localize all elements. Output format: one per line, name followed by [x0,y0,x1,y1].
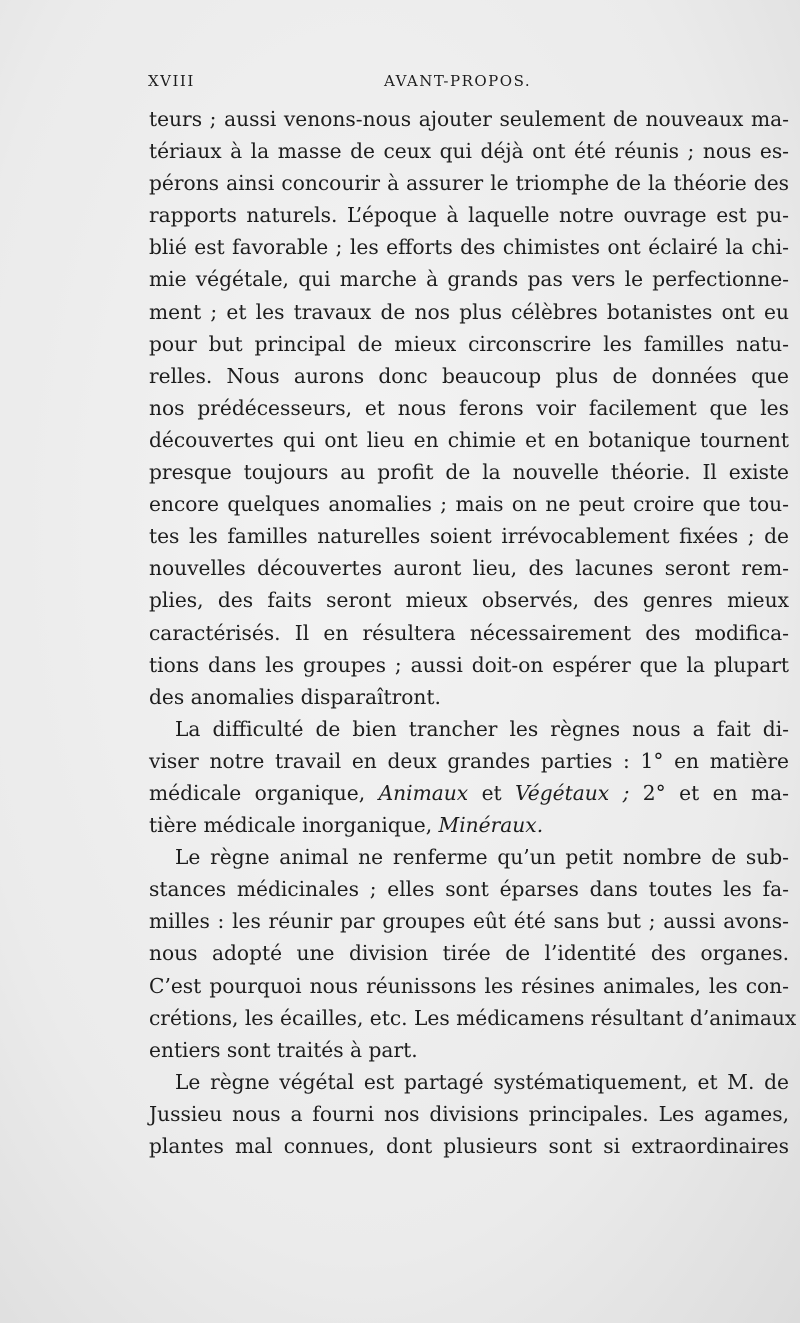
text-line: pérons ainsi concourir à assurer le triomphe de la théorie des [149,171,789,196]
italic-term: Végétaux ; [515,780,630,805]
text-line: entiers sont traités à part. [149,1037,418,1062]
italic-term: Animaux [378,780,469,805]
text-line: caractérisés. Il en résultera nécessairement des modifica- [149,620,789,645]
text-line: plantes mal connues, dont plusieurs sont si extraordinaires [149,1134,789,1158]
text-line: plies, des faits seront mieux observés, des genres mieux [149,588,789,613]
running-title: AVANT-PROPOS. [384,72,532,90]
page-header [148,72,788,96]
text-line: C’est pourquoi nous réunissons les résines animales, les con- [149,973,789,998]
text-line: tions dans les groupes ; aussi doit-on espérer que la plupart [149,652,789,677]
paragraph-4 [149,1066,789,1162]
text-line: presque toujours au profit de la nouvelle théorie. Il existe [149,460,789,485]
text-line [149,809,789,841]
text-line: nos prédécesseurs, et nous ferons voir facilement que les [149,395,789,420]
text-segment: médicale organique, [149,780,379,805]
text-segment: tière médicale inorganique, [149,813,439,838]
text-segment: et [468,780,516,805]
paragraph-3 [149,841,797,1066]
text-line: tes les familles naturelles soient irrévocablement fixées ; de [149,524,789,549]
text-line: Le règne végétal est partagé systématiquement, et M. de [175,1069,789,1094]
italic-term: Minéraux. [438,813,544,838]
page-number: XVIII [148,72,195,90]
text-line: Jussieu nous a fourni nos divisions principales. Les agames, [149,1101,789,1126]
text-line: nouvelles découvertes auront lieu, des lacunes seront rem- [149,556,789,581]
text-line: crétions, les écailles, etc. Les médicamens résultant d’animaux [149,1005,797,1030]
text-line: blié est favorable ; les efforts des chimistes ont éclairé la chi- [149,235,789,260]
text-line: nous adopté une division tirée de l’identité des organes. [149,941,789,966]
text-line: tériaux à la masse de ceux qui déjà ont été réunis ; nous es- [149,139,789,164]
text-line: Le règne animal ne renferme qu’un petit nombre de sub- [175,845,789,870]
text-line: teurs ; aussi venons-nous ajouter seulement de nouveaux ma- [149,107,789,131]
text-line: encore quelques anomalies ; mais on ne peut croire que tou- [149,492,789,517]
paragraph-2 [149,713,789,841]
text-line: viser notre travail en deux grandes parties : 1° en matière [149,748,789,773]
text-line: stances médicinales ; elles sont éparses dans toutes les fa- [149,877,789,902]
text-line: ment ; et les travaux de nos plus célèbres botanistes ont eu [149,299,789,324]
text-line: relles. Nous aurons donc beaucoup plus de données que [149,363,789,388]
paragraph-1 [149,103,789,713]
text-line [149,777,789,809]
text-line: mie végétale, qui marche à grands pas vers le perfectionne- [149,267,789,292]
text-line: pour but principal de mieux circonscrire les familles natu- [149,331,789,356]
text-line: des anomalies disparaîtront. [149,684,441,709]
text-line: La difficulté de bien trancher les règnes nous a fait di- [175,716,789,741]
text-segment: 2° et en ma- [629,780,789,805]
body-text [149,103,797,1162]
text-line: rapports naturels. L’époque à laquelle notre ouvrage est pu- [149,203,789,228]
text-line: découvertes qui ont lieu en chimie et en botanique tournent [149,427,789,452]
text-line: milles : les réunir par groupes eût été sans but ; aussi avons- [149,909,789,934]
